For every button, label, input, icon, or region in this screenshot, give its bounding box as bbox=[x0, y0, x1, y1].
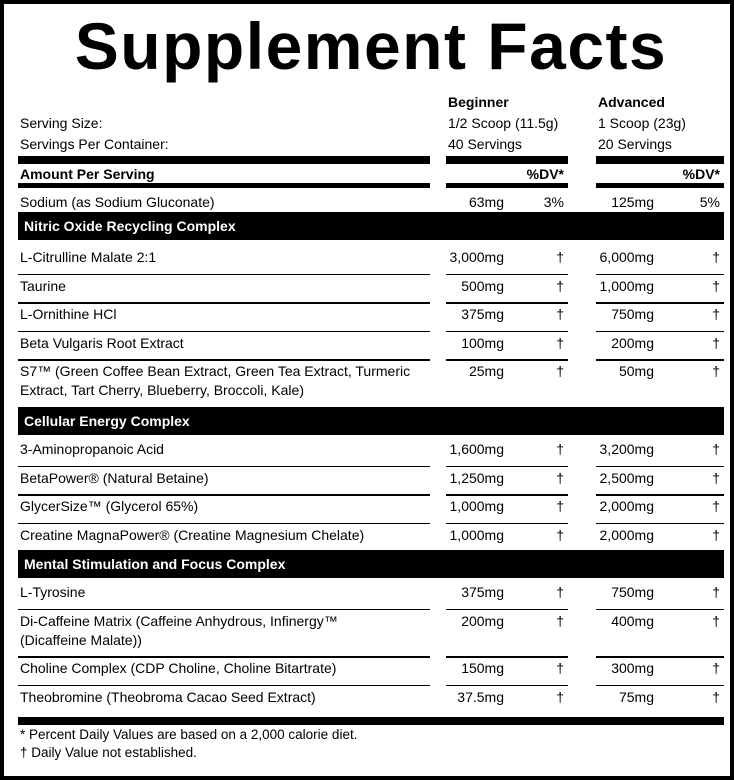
ingredient-name: L-Tyrosine bbox=[20, 584, 86, 600]
row-divider bbox=[18, 523, 430, 525]
beginner-dv: † bbox=[556, 469, 564, 486]
advanced-amount: 2,000mg bbox=[599, 498, 654, 515]
beginner-amount: 1,000mg bbox=[449, 498, 504, 515]
footnote-dagger: † Daily Value not established. bbox=[20, 745, 197, 760]
beginner-amount: 500mg bbox=[461, 277, 504, 294]
row-divider bbox=[18, 685, 430, 687]
amount-per-serving-label: Amount Per Serving bbox=[20, 166, 155, 182]
medium-bar-left bbox=[18, 183, 430, 188]
beginner-dv: † bbox=[556, 441, 564, 457]
advanced-header: Advanced bbox=[598, 94, 665, 110]
beginner-amount: 375mg bbox=[461, 306, 504, 323]
row-divider bbox=[596, 302, 724, 304]
serving-size-label: Serving Size: bbox=[20, 115, 103, 131]
row-divider bbox=[18, 331, 430, 333]
footer-thick-bar bbox=[18, 717, 724, 725]
beginner-amount: 37.5mg bbox=[457, 688, 504, 705]
advanced-dv: † bbox=[712, 441, 720, 457]
row-divider bbox=[596, 331, 724, 333]
beginner-dv: † bbox=[556, 526, 564, 543]
ingredient-name: Theobromine (Theobroma Cacao Seed Extract) bbox=[20, 688, 316, 705]
row-divider bbox=[596, 274, 724, 276]
advanced-dv: † bbox=[712, 306, 720, 323]
panel-title: Supplement Facts bbox=[74, 9, 668, 83]
beginner-dv: † bbox=[556, 660, 564, 677]
beginner-amount: 1,000mg bbox=[449, 526, 504, 543]
advanced-dv: † bbox=[712, 498, 720, 515]
advanced-dv: † bbox=[712, 612, 720, 629]
row-divider bbox=[446, 494, 568, 496]
beginner-amount: 1,600mg bbox=[449, 441, 504, 457]
advanced-dv: † bbox=[712, 660, 720, 677]
beginner-amount: 25mg bbox=[468, 363, 504, 380]
advanced-amount: 750mg bbox=[611, 584, 654, 600]
advanced-dv: 5% bbox=[699, 194, 720, 210]
advanced-amount: 2,500mg bbox=[599, 469, 654, 486]
row-divider bbox=[596, 609, 724, 611]
row-divider bbox=[446, 302, 568, 304]
beginner-amount: 375mg bbox=[461, 584, 504, 600]
advanced-dv: † bbox=[712, 334, 720, 351]
advanced-amount: 1,000mg bbox=[599, 277, 654, 294]
advanced-amount: 750mg bbox=[611, 306, 654, 323]
row-divider bbox=[596, 685, 724, 687]
section-title: Mental Stimulation and Focus Complex bbox=[24, 556, 286, 572]
advanced-serving-size: 1 Scoop (23g) bbox=[598, 115, 686, 131]
thick-bar-advanced bbox=[596, 156, 724, 164]
advanced-dv: † bbox=[712, 584, 720, 600]
thick-bar-left bbox=[18, 156, 430, 164]
section-title: Nitric Oxide Recycling Complex bbox=[24, 218, 236, 234]
advanced-dv: † bbox=[712, 526, 720, 543]
ingredient-name: Taurine bbox=[20, 277, 66, 294]
ingredient-name: L-Ornithine HCl bbox=[20, 306, 117, 323]
beginner-amount: 100mg bbox=[461, 334, 504, 351]
row-divider bbox=[446, 685, 568, 687]
row-divider bbox=[18, 494, 430, 496]
row-divider bbox=[596, 494, 724, 496]
advanced-dv: † bbox=[712, 688, 720, 705]
beginner-dv-header: %DV* bbox=[526, 166, 564, 182]
medium-bar-beginner bbox=[446, 183, 568, 188]
section-header-mental-stimulation-and-focus-complex bbox=[18, 550, 724, 578]
advanced-amount: 125mg bbox=[611, 194, 654, 210]
ingredient-name: Beta Vulgaris Root Extract bbox=[20, 334, 184, 351]
row-divider bbox=[446, 331, 568, 333]
ingredient-name-continued: Extract, Tart Cherry, Blueberry, Broccoli, Kale) bbox=[20, 382, 304, 399]
row-divider bbox=[446, 274, 568, 276]
servings-per-container-label: Servings Per Container: bbox=[20, 136, 169, 152]
advanced-amount: 3,200mg bbox=[599, 441, 654, 457]
beginner-amount: 200mg bbox=[461, 612, 504, 629]
advanced-amount: 200mg bbox=[611, 334, 654, 351]
advanced-amount: 400mg bbox=[611, 612, 654, 629]
row-divider bbox=[596, 359, 724, 361]
beginner-dv: † bbox=[556, 688, 564, 705]
advanced-amount: 75mg bbox=[618, 688, 654, 705]
beginner-dv: † bbox=[556, 363, 564, 380]
beginner-dv: † bbox=[556, 498, 564, 515]
beginner-dv: † bbox=[556, 334, 564, 351]
row-divider bbox=[446, 466, 568, 468]
ingredient-name: L-Citrulline Malate 2:1 bbox=[20, 249, 157, 265]
beginner-amount: 150mg bbox=[461, 660, 504, 677]
row-divider bbox=[18, 302, 430, 304]
footnote-percent-dv: * Percent Daily Values are based on a 2,000 calorie diet. bbox=[20, 727, 358, 742]
thick-bar-beginner bbox=[446, 156, 568, 164]
advanced-amount: 2,000mg bbox=[599, 526, 654, 543]
row-divider bbox=[596, 656, 724, 658]
row-divider bbox=[446, 523, 568, 525]
row-divider bbox=[446, 359, 568, 361]
row-divider bbox=[18, 656, 430, 658]
nutrient-name: Sodium (as Sodium Gluconate) bbox=[20, 194, 215, 210]
row-divider bbox=[446, 609, 568, 611]
beginner-amount: 3,000mg bbox=[449, 249, 504, 265]
ingredient-name: 3-Aminopropanoic Acid bbox=[20, 441, 164, 457]
beginner-dv: † bbox=[556, 584, 564, 600]
ingredient-name: Di-Caffeine Matrix (Caffeine Anhydrous, Infinergy™ bbox=[20, 612, 338, 629]
row-divider bbox=[18, 359, 430, 361]
beginner-dv: † bbox=[556, 612, 564, 629]
beginner-header: Beginner bbox=[448, 94, 509, 110]
ingredient-name: S7™ (Green Coffee Bean Extract, Green Tea Extract, Turmeric bbox=[20, 363, 411, 380]
beginner-dv: 3% bbox=[543, 194, 564, 210]
advanced-dv-header: %DV* bbox=[682, 166, 720, 182]
beginner-dv: † bbox=[556, 277, 564, 294]
beginner-servings: 40 Servings bbox=[448, 136, 522, 152]
beginner-serving-size: 1/2 Scoop (11.5g) bbox=[448, 115, 559, 131]
advanced-amount: 50mg bbox=[618, 363, 654, 380]
advanced-dv: † bbox=[712, 363, 720, 380]
section-header-nitric-oxide-recycling-complex bbox=[18, 212, 724, 240]
advanced-dv: † bbox=[712, 249, 720, 265]
ingredient-name: Choline Complex (CDP Choline, Choline Bitartrate) bbox=[20, 660, 337, 677]
advanced-dv: † bbox=[712, 277, 720, 294]
beginner-amount: 63mg bbox=[468, 194, 504, 210]
section-title: Cellular Energy Complex bbox=[24, 413, 190, 429]
row-divider bbox=[18, 466, 430, 468]
ingredient-name: GlycerSize™ (Glycerol 65%) bbox=[20, 498, 199, 515]
advanced-dv: † bbox=[712, 469, 720, 486]
beginner-amount: 1,250mg bbox=[449, 469, 504, 486]
row-divider bbox=[18, 274, 430, 276]
row-divider bbox=[596, 466, 724, 468]
advanced-amount: 300mg bbox=[611, 660, 654, 677]
row-divider bbox=[446, 656, 568, 658]
section-header-cellular-energy-complex bbox=[18, 407, 724, 435]
row-divider bbox=[596, 523, 724, 525]
beginner-dv: † bbox=[556, 306, 564, 323]
ingredient-name-continued: (Dicaffeine Malate)) bbox=[20, 631, 142, 648]
ingredient-name: BetaPower® (Natural Betaine) bbox=[20, 469, 209, 486]
row-divider bbox=[18, 609, 430, 611]
beginner-dv: † bbox=[556, 249, 564, 265]
ingredient-name: Creatine MagnaPower® (Creatine Magnesium Chelate) bbox=[20, 526, 365, 543]
medium-bar-advanced bbox=[596, 183, 724, 188]
advanced-amount: 6,000mg bbox=[599, 249, 654, 265]
advanced-servings: 20 Servings bbox=[598, 136, 672, 152]
